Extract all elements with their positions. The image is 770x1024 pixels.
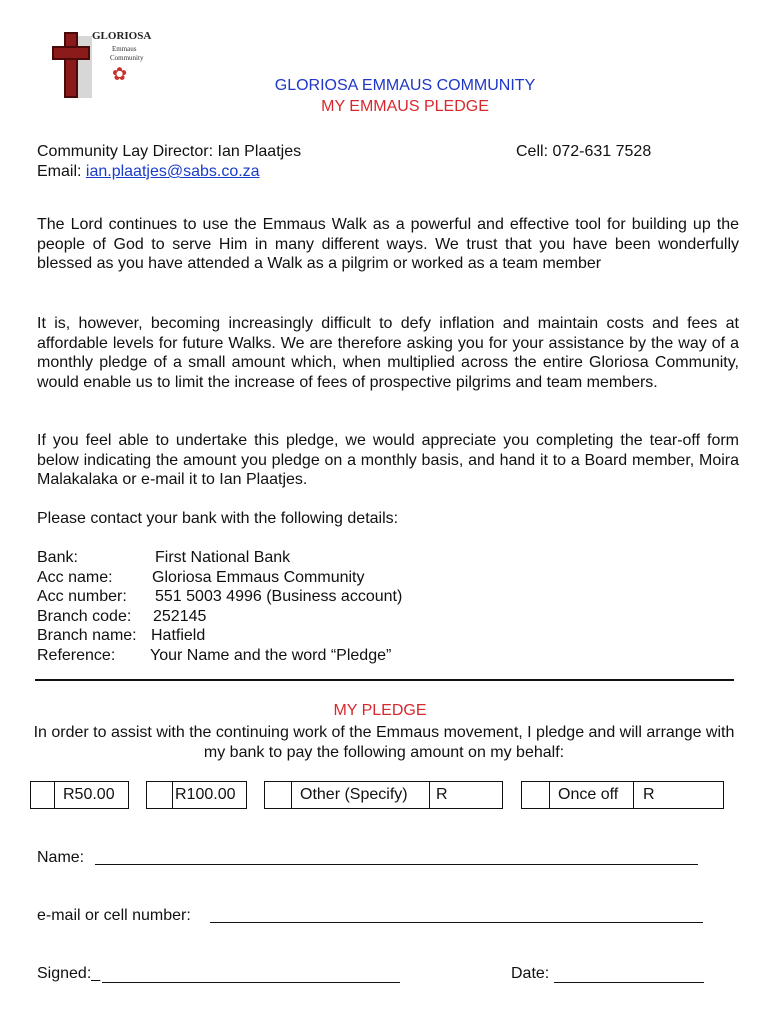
bank-value: Hatfield: [151, 627, 206, 644]
signed-label: Signed:_: [37, 965, 101, 982]
paragraph-3: If you feel able to undertake this pledge, we would appreciate you completing the tear-off form below indicating the amount you pledge on a monthly basis, and hand it to a Board member, Moira Malakalaka or e-mail it to Ian Plaatjes.: [37, 432, 739, 488]
bank-label: Acc number:: [37, 588, 127, 605]
bank-row: [37, 587, 402, 607]
cell-number: Cell: 072-631 7528: [516, 143, 652, 160]
flower-icon: ✿: [112, 64, 128, 84]
bank-value: Gloriosa Emmaus Community: [152, 569, 365, 586]
other-label: Other (Specify): [300, 786, 408, 803]
bank-row: [37, 626, 205, 646]
other-checkbox[interactable]: [264, 781, 291, 809]
bank-label: Branch code:: [37, 608, 132, 625]
amount-divider: [633, 781, 634, 809]
bank-value: 252145: [153, 608, 207, 625]
checkbox-divider: [172, 781, 173, 809]
bank-value: 551 5003 4996 (Business account): [155, 588, 403, 605]
bank-label: Acc name:: [37, 569, 113, 586]
checkbox-divider: [549, 781, 550, 809]
email-label: Email:: [37, 163, 86, 180]
bank-label: Reference:: [37, 647, 116, 664]
once-off-checkbox[interactable]: [521, 781, 549, 809]
pledge-text: In order to assist with the continuing work of the Emmaus movement, I pledge and will arrange with my bank to pay the following amount on my behalf:: [33, 724, 735, 761]
date-label: Date:: [511, 965, 550, 982]
amount-divider: [429, 781, 430, 809]
bank-label: Bank:: [37, 549, 78, 566]
logo-sub2: Community: [110, 54, 144, 62]
bank-row: [37, 646, 391, 666]
email-line: [37, 162, 260, 182]
bank-label: Branch name:: [37, 627, 137, 644]
lay-director: Community Lay Director: Ian Plaatjes: [37, 143, 302, 160]
paragraph-1: The Lord continues to use the Emmaus Walk as a powerful and effective tool for building up the people of God to serve Him in many different ways. We trust that you have been wonderfully blessed as you have attended a Walk as a pilgrim or worked as a team member: [37, 216, 739, 272]
bank-value: First National Bank: [155, 549, 291, 566]
name-label: Name:: [37, 849, 85, 866]
bank-row: [37, 568, 365, 588]
tear-off-divider: [35, 679, 734, 681]
email-link[interactable]: ian.plaatjes@sabs.co.za: [85, 163, 260, 180]
contact-field[interactable]: [210, 922, 703, 923]
page-subtitle: MY EMMAUS PLEDGE: [321, 98, 489, 115]
logo-sub1: Emmaus: [112, 45, 137, 53]
r100-label: R100.00: [175, 786, 236, 803]
r50-checkbox[interactable]: [30, 781, 55, 809]
name-field[interactable]: [95, 864, 698, 865]
once-off-currency: R: [643, 786, 655, 803]
pledge-title: MY PLEDGE: [333, 702, 427, 719]
checkbox-divider: [291, 781, 292, 809]
bank-row: [37, 607, 206, 627]
bank-row: [37, 548, 290, 568]
contact-label: e-mail or cell number:: [37, 907, 191, 924]
cross-icon-bar: [52, 46, 90, 60]
date-field[interactable]: [554, 982, 704, 983]
paragraph-2: It is, however, becoming increasingly difficult to defy inflation and maintain costs and fees at affordable levels for future Walks. We are therefore asking you for your assistance by the way of a monthly pledge of a small amount which, when multiplied across the entire Gloriosa Community, would enable us to limit the increase of fees of prospective pilgrims and team members.: [37, 315, 739, 391]
once-off-label: Once off: [558, 786, 619, 803]
r50-label: R50.00: [63, 786, 115, 803]
other-amount-input[interactable]: [450, 781, 502, 809]
once-off-amount-input[interactable]: [658, 781, 723, 809]
page-title: GLORIOSA EMMAUS COMMUNITY: [274, 77, 536, 94]
bank-value: Your Name and the word “Pledge”: [150, 647, 392, 664]
r100-checkbox[interactable]: [146, 781, 172, 809]
paragraph-4: Please contact your bank with the following details:: [37, 510, 399, 527]
other-currency: R: [436, 786, 448, 803]
signature-field[interactable]: [102, 982, 400, 983]
logo-brand: GLORIOSA: [92, 30, 152, 42]
